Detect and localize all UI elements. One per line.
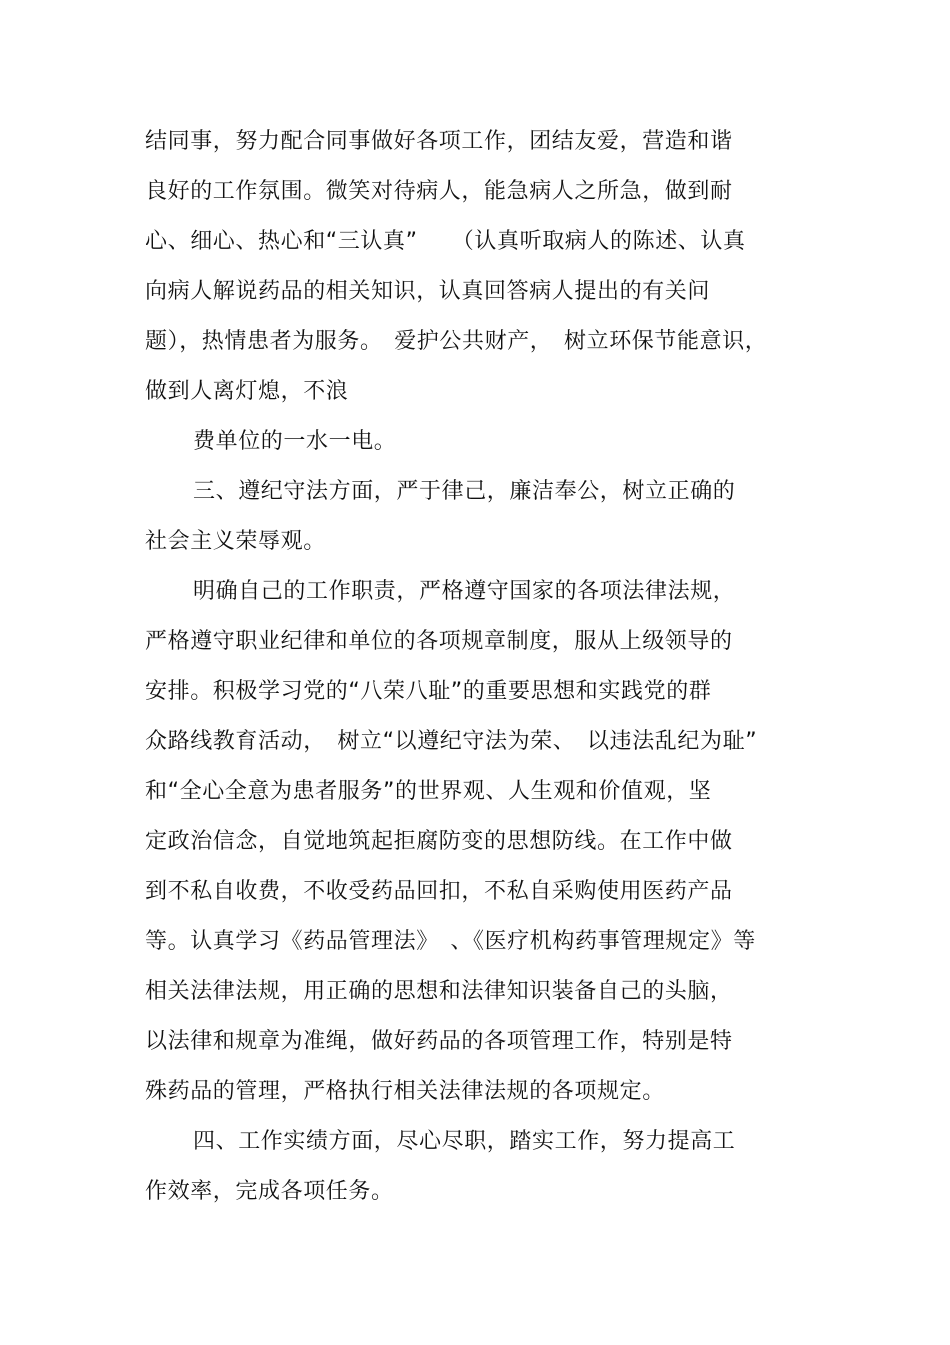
section-heading-3: 三、遵纪守法方面，严于律己，廉洁奉公，树立正确的	[193, 479, 736, 504]
text-line: 做到人离灯熄，不浪	[145, 379, 349, 404]
text-line: 和“全心全意为患者服务”的世界观、人生观和价值观，坚	[145, 779, 712, 804]
text-line: 殊药品的管理，严格执行相关法律法规的各项规定。	[145, 1079, 665, 1104]
text-line: 相关法律法规，用正确的思想和法律知识装备自己的头脑，	[145, 979, 733, 1004]
text-line: 向病人解说药品的相关知识，认真回答病人提出的有关问	[145, 279, 711, 304]
text-line: 定政治信念，自觉地筑起拒腐防变的思想防线。在工作中做	[145, 829, 733, 854]
text-line: 费单位的一水一电。	[193, 429, 397, 454]
section-heading-4: 四、工作实绩方面，尽心尽职，踏实工作，努力提高工	[193, 1129, 736, 1154]
text-line: 等。认真学习《药品管理法》 、《医疗机构药事管理规定》等	[145, 929, 756, 954]
text-line: 以法律和规章为准绳，做好药品的各项管理工作，特别是特	[145, 1029, 733, 1054]
text-line: 安排。积极学习党的“八荣八耻”的重要思想和实践党的群	[145, 679, 712, 704]
text-line: 严格遵守职业纪律和单位的各项规章制度，服从上级领导的	[145, 629, 733, 654]
text-line: 到不私自收费，不收受药品回扣，不私自采购使用医药产品	[145, 879, 733, 904]
text-line: 心、细心、热心和“三认真” （认真听取病人的陈述、认真	[145, 229, 746, 254]
section-heading-4-cont: 作效率，完成各项任务。	[145, 1179, 394, 1204]
paragraph-start: 明确自己的工作职责，严格遵守国家的各项法律法规，	[193, 579, 736, 604]
text-line: 题），热情患者为服务。 爱护公共财产， 树立环保节能意识，	[145, 329, 768, 354]
text-line: 结同事，努力配合同事做好各项工作，团结友爱，营造和谐	[145, 129, 733, 154]
section-heading-3-cont: 社会主义荣辱观。	[145, 529, 326, 554]
text-line: 良好的工作氛围。微笑对待病人，能急病人之所急，做到耐	[145, 179, 733, 204]
text-line: 众路线教育活动， 树立“以遵纪守法为荣、 以违法乱纪为耻”	[145, 729, 758, 754]
